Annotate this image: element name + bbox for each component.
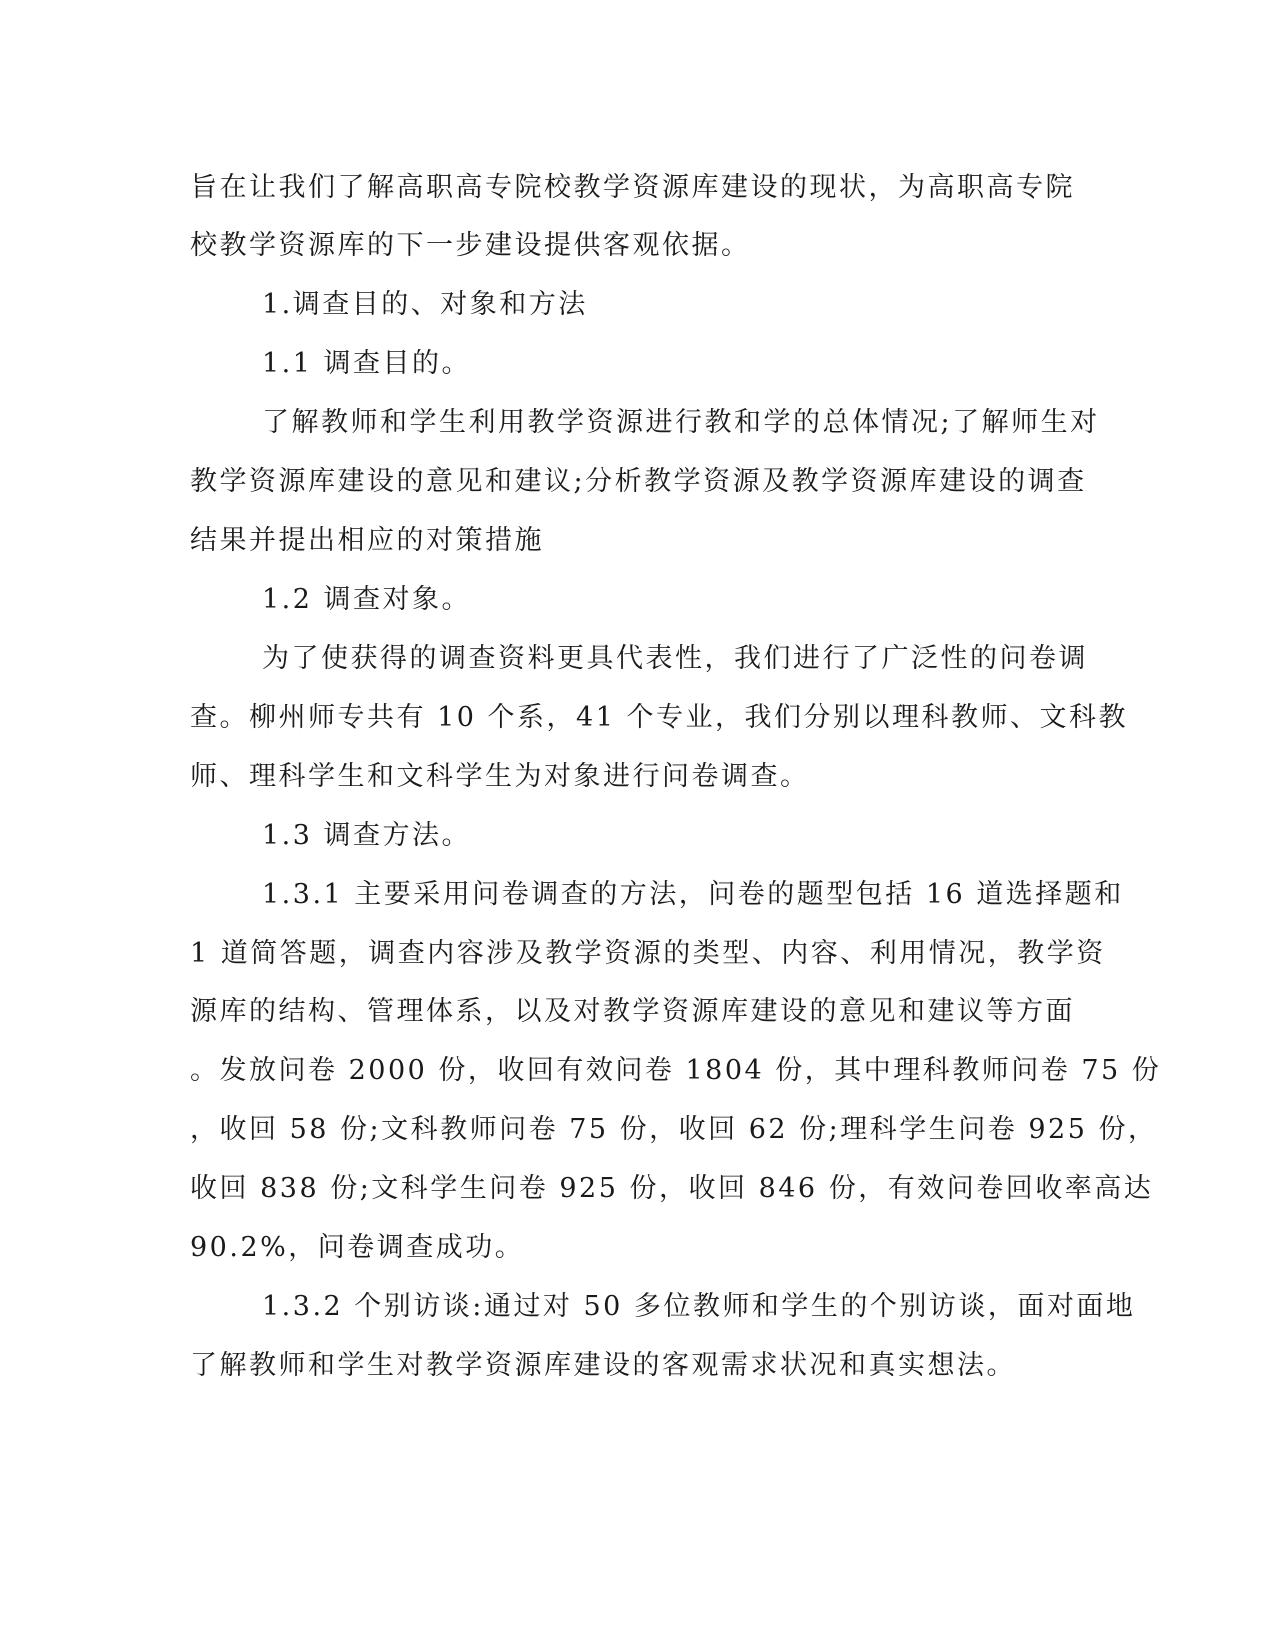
body-text-line: 旨在让我们了解高职高专院校教学资源库建设的现状，为高职高专院 bbox=[190, 172, 1075, 203]
body-text-line: 师、理科学生和文科学生为对象进行问卷调查。 bbox=[190, 761, 810, 792]
body-text-line: 结果并提出相应的对策措施 bbox=[190, 525, 544, 556]
subsection-heading: 1.3 调查方法。 bbox=[262, 820, 472, 851]
subsection-heading: 1.2 调查对象。 bbox=[262, 584, 472, 615]
body-text-line: 90.2%，问卷调查成功。 bbox=[190, 1232, 525, 1263]
body-text-line: 校教学资源库的下一步建设提供客观依据。 bbox=[190, 230, 751, 261]
body-text-line: 1.3.2 个别访谈:通过对 50 多位教师和学生的个别访谈，面对面地 bbox=[262, 1291, 1136, 1322]
body-text-line: 教学资源库建设的意见和建议;分析教学资源及教学资源库建设的调查 bbox=[190, 466, 1087, 497]
body-text-line: 了解教师和学生对教学资源库建设的客观需求状况和真实想法。 bbox=[190, 1350, 1016, 1381]
body-text-line: ，收回 58 份;文科教师问卷 75 份，收回 62 份;理科学生问卷 925 份， bbox=[190, 1114, 1158, 1145]
section-heading: 1.调查目的、对象和方法 bbox=[262, 289, 588, 320]
body-text-line: 源库的结构、管理体系，以及对教学资源库建设的意见和建议等方面 bbox=[190, 996, 1075, 1027]
body-text-line: 收回 838 份;文科学生问卷 925 份，收回 846 份，有效问卷回收率高达 bbox=[190, 1173, 1154, 1204]
body-text-line: 。发放问卷 2000 份，收回有效问卷 1804 份，其中理科教师问卷 75 份 bbox=[190, 1055, 1162, 1086]
body-text-line: 查。柳州师专共有 10 个系，41 个专业，我们分别以理科教师、文科教 bbox=[190, 702, 1128, 733]
body-text-line: 为了使获得的调查资料更具代表性，我们进行了广泛性的问卷调 bbox=[262, 643, 1088, 674]
body-text-line: 了解教师和学生利用教学资源进行教和学的总体情况;了解师生对 bbox=[262, 407, 1100, 438]
subsection-heading: 1.1 调查目的。 bbox=[262, 348, 472, 379]
body-text-line: 1.3.1 主要采用问卷调查的方法，问卷的题型包括 16 道选择题和 bbox=[262, 879, 1124, 910]
body-text-line: 1 道简答题，调查内容涉及教学资源的类型、内容、利用情况，教学资 bbox=[190, 938, 1106, 969]
